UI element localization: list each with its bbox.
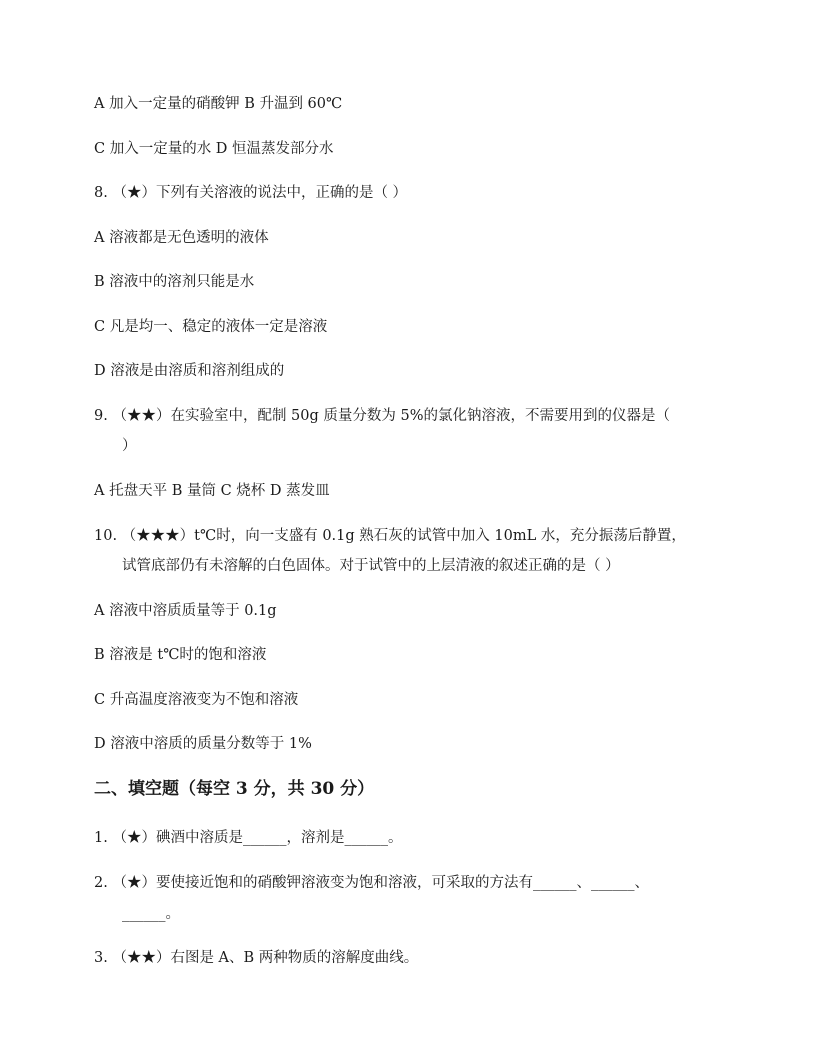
q8-option-b: B 溶液中的溶剂只能是水 xyxy=(94,274,255,290)
q9-stem-continued: ） xyxy=(122,438,137,454)
q10-option-a: A 溶液中溶质质量等于 0.1g xyxy=(94,603,277,619)
q10-option-b: B 溶液是 t℃时的饱和溶液 xyxy=(94,647,267,663)
q10-stem: 10. （★★★）t℃时，向一支盛有 0.1g 熟石灰的试管中加入 10mL 水，充分振荡后静置， xyxy=(94,528,686,544)
fill-q1: 1. （★）碘酒中溶质是______，溶剂是______。 xyxy=(94,830,403,846)
fill-q2-continued: ______。 xyxy=(122,906,180,922)
q9-options: A 托盘天平 B 量筒 C 烧杯 D 蒸发皿 xyxy=(94,483,330,499)
q10-stem-continued: 试管底部仍有未溶解的白色固体。对于试管中的上层清液的叙述正确的是（ ） xyxy=(122,558,620,574)
fill-q3: 3. （★★）右图是 A、B 两种物质的溶解度曲线。 xyxy=(94,950,419,966)
q9-stem: 9. （★★）在实验室中，配制 50g 质量分数为 5%的氯化钠溶液，不需要用到的仪器是（ xyxy=(94,408,671,424)
q10-option-d: D 溶液中溶质的质量分数等于 1% xyxy=(94,736,312,752)
q8-stem: 8. （★）下列有关溶液的说法中，正确的是（ ） xyxy=(94,185,408,201)
q8-option-a: A 溶液都是无色透明的液体 xyxy=(94,230,269,246)
q8-option-d: D 溶液是由溶质和溶剂组成的 xyxy=(94,363,285,379)
q7-options-cd: C 加入一定量的水 D 恒温蒸发部分水 xyxy=(94,141,334,157)
q10-option-c: C 升高温度溶液变为不饱和溶液 xyxy=(94,692,299,708)
section-heading-fill-blank: 二、填空题（每空 3 分，共 30 分） xyxy=(94,779,375,799)
q7-options-ab: A 加入一定量的硝酸钾 B 升温到 60℃ xyxy=(94,96,343,112)
fill-q2: 2. （★）要使接近饱和的硝酸钾溶液变为饱和溶液，可采取的方法有______、______、 xyxy=(94,875,649,891)
q8-option-c: C 凡是均一、稳定的液体一定是溶液 xyxy=(94,319,328,335)
